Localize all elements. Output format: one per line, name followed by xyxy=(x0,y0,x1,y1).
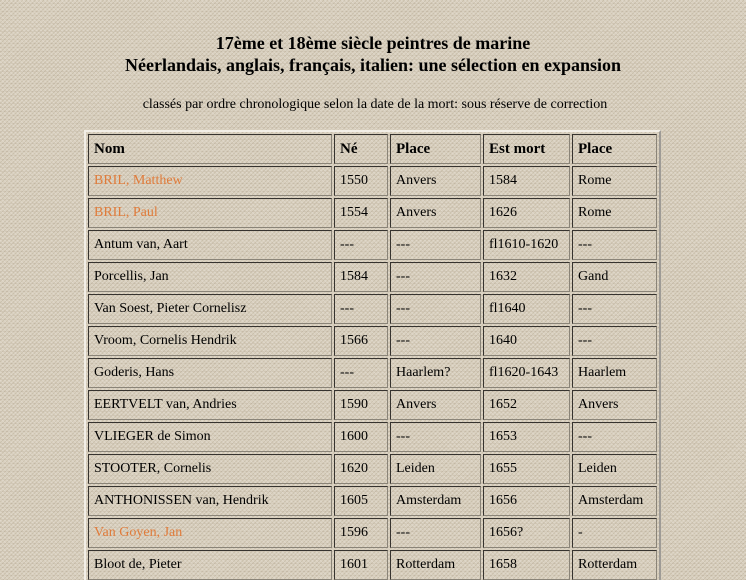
painter-name-cell: Antum van, Aart xyxy=(88,230,332,260)
column-header-born-place: Place xyxy=(390,134,481,164)
death-year-cell: fl1640 xyxy=(483,294,570,324)
birth-place-cell: --- xyxy=(390,518,481,548)
death-place-cell: Amsterdam xyxy=(572,486,657,516)
birth-place-cell: --- xyxy=(390,262,481,292)
painter-name-cell: Goderis, Hans xyxy=(88,358,332,388)
death-place-cell: - xyxy=(572,518,657,548)
painter-name-cell xyxy=(88,166,332,196)
birth-year-cell: 1590 xyxy=(334,390,388,420)
death-year-cell: 1632 xyxy=(483,262,570,292)
column-header-born: Né xyxy=(334,134,388,164)
birth-year-cell: 1601 xyxy=(334,550,388,580)
birth-year-cell: --- xyxy=(334,294,388,324)
birth-place-cell: Anvers xyxy=(390,198,481,228)
painter-name-cell: ANTHONISSEN van, Hendrik xyxy=(88,486,332,516)
birth-year-cell: 1596 xyxy=(334,518,388,548)
death-year-cell: 1584 xyxy=(483,166,570,196)
death-year-cell: fl1620-1643 xyxy=(483,358,570,388)
birth-place-cell: Haarlem? xyxy=(390,358,481,388)
death-year-cell: 1658 xyxy=(483,550,570,580)
painter-link[interactable]: BRIL, Matthew xyxy=(94,173,183,188)
birth-year-cell: 1566 xyxy=(334,326,388,356)
death-place-cell: Rotterdam xyxy=(572,550,657,580)
birth-place-cell: Anvers xyxy=(390,166,481,196)
birth-place-cell: Amsterdam xyxy=(390,486,481,516)
table-row xyxy=(88,486,657,516)
title-line-1: 17ème et 18ème siècle peintres de marine xyxy=(215,33,531,53)
birth-year-cell: 1620 xyxy=(334,454,388,484)
table-row xyxy=(88,358,657,388)
painter-link[interactable]: Van Goyen, Jan xyxy=(94,525,183,540)
table-header-row xyxy=(88,134,657,164)
death-year-cell: 1656? xyxy=(483,518,570,548)
birth-year-cell: 1584 xyxy=(334,262,388,292)
death-place-cell: --- xyxy=(572,326,657,356)
column-header-died: Est mort xyxy=(483,134,570,164)
painter-name-cell xyxy=(88,198,332,228)
painter-link[interactable]: BRIL, Paul xyxy=(94,205,158,220)
birth-year-cell: 1554 xyxy=(334,198,388,228)
death-place-cell: --- xyxy=(572,294,657,324)
column-header-died-place: Place xyxy=(572,134,657,164)
table-row xyxy=(88,198,657,228)
death-place-cell: Gand xyxy=(572,262,657,292)
table-row xyxy=(88,230,657,260)
birth-place-cell: --- xyxy=(390,230,481,260)
death-place-cell: --- xyxy=(572,422,657,452)
painter-name-cell: STOOTER, Cornelis xyxy=(88,454,332,484)
death-place-cell: Rome xyxy=(572,166,657,196)
table-row xyxy=(88,326,657,356)
death-place-cell: --- xyxy=(572,230,657,260)
death-year-cell: 1656 xyxy=(483,486,570,516)
table-row xyxy=(88,262,657,292)
death-year-cell: fl1610-1620 xyxy=(483,230,570,260)
birth-place-cell: Leiden xyxy=(390,454,481,484)
death-place-cell: Rome xyxy=(572,198,657,228)
painter-name-cell: VLIEGER de Simon xyxy=(88,422,332,452)
painter-name-cell: EERTVELT van, Andries xyxy=(88,390,332,420)
birth-place-cell: Rotterdam xyxy=(390,550,481,580)
page-subtitle: classés par ordre chronologique selon la date de la mort: sous réserve de correction xyxy=(142,97,608,112)
birth-year-cell: 1550 xyxy=(334,166,388,196)
birth-year-cell: --- xyxy=(334,230,388,260)
page-title xyxy=(0,32,746,76)
death-year-cell: 1655 xyxy=(483,454,570,484)
table-row xyxy=(88,518,657,548)
death-year-cell: 1626 xyxy=(483,198,570,228)
painter-name-cell xyxy=(88,518,332,548)
death-year-cell: 1640 xyxy=(483,326,570,356)
table-row xyxy=(88,422,657,452)
birth-year-cell: 1600 xyxy=(334,422,388,452)
birth-year-cell: 1605 xyxy=(334,486,388,516)
death-year-cell: 1653 xyxy=(483,422,570,452)
birth-place-cell: --- xyxy=(390,326,481,356)
painter-name-cell: Porcellis, Jan xyxy=(88,262,332,292)
death-place-cell: Haarlem xyxy=(572,358,657,388)
death-place-cell: Anvers xyxy=(572,390,657,420)
painter-name-cell: Bloot de, Pieter xyxy=(88,550,332,580)
painter-name-cell: Vroom, Cornelis Hendrik xyxy=(88,326,332,356)
title-line-2: Néerlandais, anglais, français, italien: une sélection en expansion xyxy=(124,55,621,75)
painters-table xyxy=(84,130,661,580)
column-header-name: Nom xyxy=(88,134,332,164)
birth-place-cell: --- xyxy=(390,422,481,452)
table-row xyxy=(88,294,657,324)
birth-year-cell: --- xyxy=(334,358,388,388)
table-row xyxy=(88,166,657,196)
death-place-cell: Leiden xyxy=(572,454,657,484)
birth-place-cell: Anvers xyxy=(390,390,481,420)
painter-name-cell: Van Soest, Pieter Cornelisz xyxy=(88,294,332,324)
death-year-cell: 1652 xyxy=(483,390,570,420)
table-row xyxy=(88,550,657,580)
table-row xyxy=(88,390,657,420)
table-body xyxy=(88,166,657,580)
table-row xyxy=(88,454,657,484)
birth-place-cell: --- xyxy=(390,294,481,324)
